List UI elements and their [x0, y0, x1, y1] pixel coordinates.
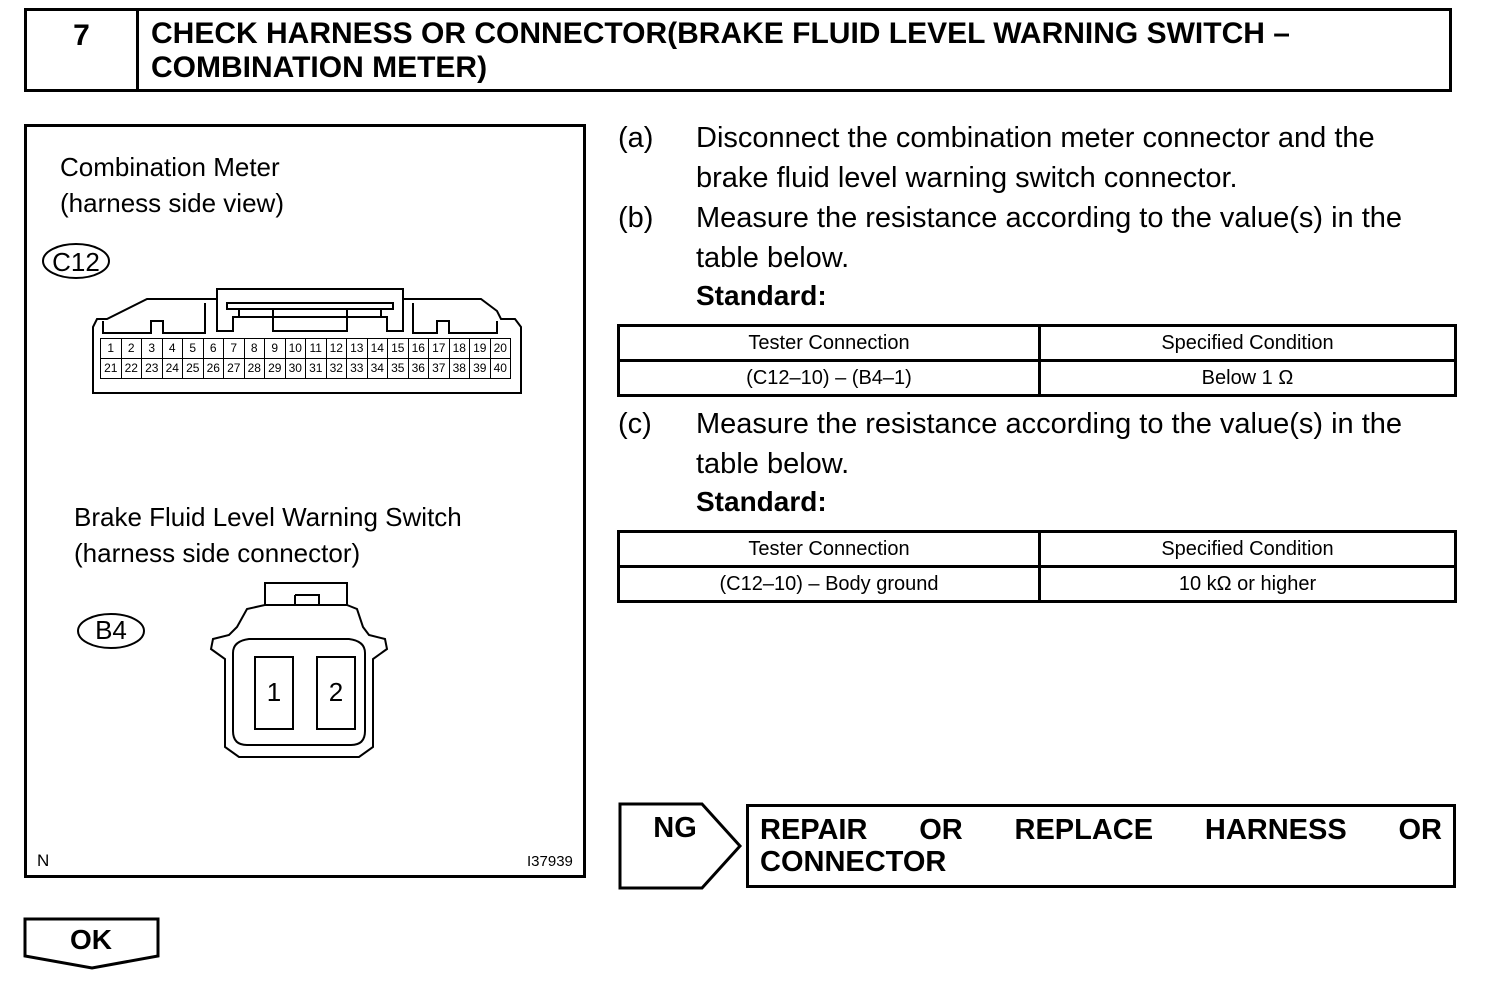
- meter-pin: 2: [121, 338, 143, 359]
- meter-pin: 24: [162, 358, 184, 379]
- switch-connector-drawing: [209, 579, 405, 761]
- figure-code: I37939: [527, 853, 573, 870]
- figure-corner-mark: N: [37, 851, 50, 870]
- step-title-line2: COMBINATION METER): [151, 51, 488, 84]
- ng-label: NG: [653, 812, 697, 844]
- ng-action-word: OR: [1398, 814, 1442, 846]
- step-b-tag: (b): [618, 202, 654, 234]
- meter-pin: 9: [264, 338, 286, 359]
- meter-pin: 40: [490, 358, 512, 379]
- table-row: [619, 567, 1456, 602]
- meter-pin: 29: [264, 358, 286, 379]
- table-row: [619, 361, 1456, 396]
- step-title: [151, 17, 1441, 85]
- meter-label-line1: Combination Meter: [60, 152, 280, 182]
- meter-pin: 27: [223, 358, 245, 379]
- step-b-line2: table below.: [696, 242, 850, 274]
- table-header-cell: Tester Connection: [619, 326, 1040, 361]
- ng-action-word: HARNESS: [1204, 814, 1347, 846]
- step-c-line2: table below.: [696, 448, 850, 480]
- meter-pin: 28: [244, 358, 266, 379]
- table-cell: (C12–10) – (B4–1): [619, 361, 1040, 396]
- meter-pin: 33: [346, 358, 368, 379]
- step-a-line2: brake fluid level warning switch connector.: [696, 162, 1238, 194]
- table-header-row: [619, 532, 1456, 567]
- meter-label: [60, 149, 284, 221]
- ng-action-text: [760, 814, 1442, 878]
- meter-pin: 16: [408, 338, 430, 359]
- ng-action-word: REPLACE: [1014, 814, 1154, 846]
- meter-pin: 5: [182, 338, 204, 359]
- step-a-tag: (a): [618, 122, 654, 154]
- meter-pin: 37: [428, 358, 450, 379]
- meter-pin: 39: [469, 358, 491, 379]
- meter-pin: 17: [428, 338, 450, 359]
- spec-table-c: [617, 530, 1457, 603]
- connector-figure: [24, 124, 586, 878]
- step-b: [618, 198, 1458, 278]
- meter-pin: 21: [100, 358, 122, 379]
- step-c: [618, 404, 1458, 484]
- meter-pin: 6: [203, 338, 225, 359]
- switch-connector-id: B4: [95, 615, 127, 645]
- meter-pin: 38: [449, 358, 471, 379]
- meter-pin: 35: [387, 358, 409, 379]
- meter-pin: 14: [367, 338, 389, 359]
- step-a-line1: Disconnect the combination meter connector and the: [696, 122, 1375, 154]
- step-c-tag: (c): [618, 408, 652, 440]
- ng-action-word: REPAIR: [760, 814, 868, 846]
- switch-pin-2: 2: [328, 677, 344, 707]
- standard-label-c: Standard:: [696, 486, 827, 517]
- table-cell: (C12–10) – Body ground: [619, 567, 1040, 602]
- table-header-cell: Specified Condition: [1040, 326, 1456, 361]
- meter-pin: 22: [121, 358, 143, 379]
- meter-connector-id: C12: [52, 247, 100, 277]
- meter-pin: 26: [203, 358, 225, 379]
- meter-pin: 13: [346, 338, 368, 359]
- meter-pin: 4: [162, 338, 184, 359]
- switch-label: [74, 499, 462, 571]
- switch-label-line1: Brake Fluid Level Warning Switch: [74, 502, 462, 532]
- table-cell: 10 kΩ or higher: [1040, 567, 1456, 602]
- meter-pin: 11: [305, 338, 327, 359]
- switch-label-line2: (harness side connector): [74, 538, 361, 568]
- standard-label-b: Standard:: [696, 280, 827, 311]
- ng-action-line2: CONNECTOR: [760, 846, 947, 878]
- ng-action-word: OR: [919, 814, 963, 846]
- meter-pin: 19: [469, 338, 491, 359]
- meter-pin: 36: [408, 358, 430, 379]
- step-b-line1: Measure the resistance according to the value(s) in the: [696, 202, 1403, 234]
- step-number: 7: [27, 11, 139, 89]
- spec-table-b: [617, 324, 1457, 397]
- table-header-cell: Tester Connection: [619, 532, 1040, 567]
- step-c-line1: Measure the resistance according to the value(s) in the: [696, 408, 1403, 440]
- step-a: [618, 118, 1458, 198]
- meter-pin: 20: [490, 338, 512, 359]
- meter-pin: 8: [244, 338, 266, 359]
- meter-pin: 12: [326, 338, 348, 359]
- meter-pin: 34: [367, 358, 389, 379]
- meter-pin: 18: [449, 338, 471, 359]
- meter-pin-grid: [101, 339, 511, 379]
- table-cell: Below 1 Ω: [1040, 361, 1456, 396]
- meter-pin: 1: [100, 338, 122, 359]
- step-title-line1: CHECK HARNESS OR CONNECTOR(BRAKE FLUID LEVEL WARNING SWITCH –: [151, 17, 1290, 50]
- meter-label-line2: (harness side view): [60, 188, 284, 218]
- meter-pin: 25: [182, 358, 204, 379]
- meter-pin: 32: [326, 358, 348, 379]
- step-header: [24, 8, 1452, 92]
- meter-pin: 10: [285, 338, 307, 359]
- switch-pin-1: 1: [266, 677, 282, 707]
- table-header-row: [619, 326, 1456, 361]
- meter-pin: 31: [305, 358, 327, 379]
- meter-pin: 15: [387, 338, 409, 359]
- ng-action-line1: [760, 814, 1442, 846]
- meter-pin: 30: [285, 358, 307, 379]
- table-header-cell: Specified Condition: [1040, 532, 1456, 567]
- meter-pin: 23: [141, 358, 163, 379]
- ok-label: OK: [70, 924, 112, 955]
- meter-pin: 7: [223, 338, 245, 359]
- meter-pin: 3: [141, 338, 163, 359]
